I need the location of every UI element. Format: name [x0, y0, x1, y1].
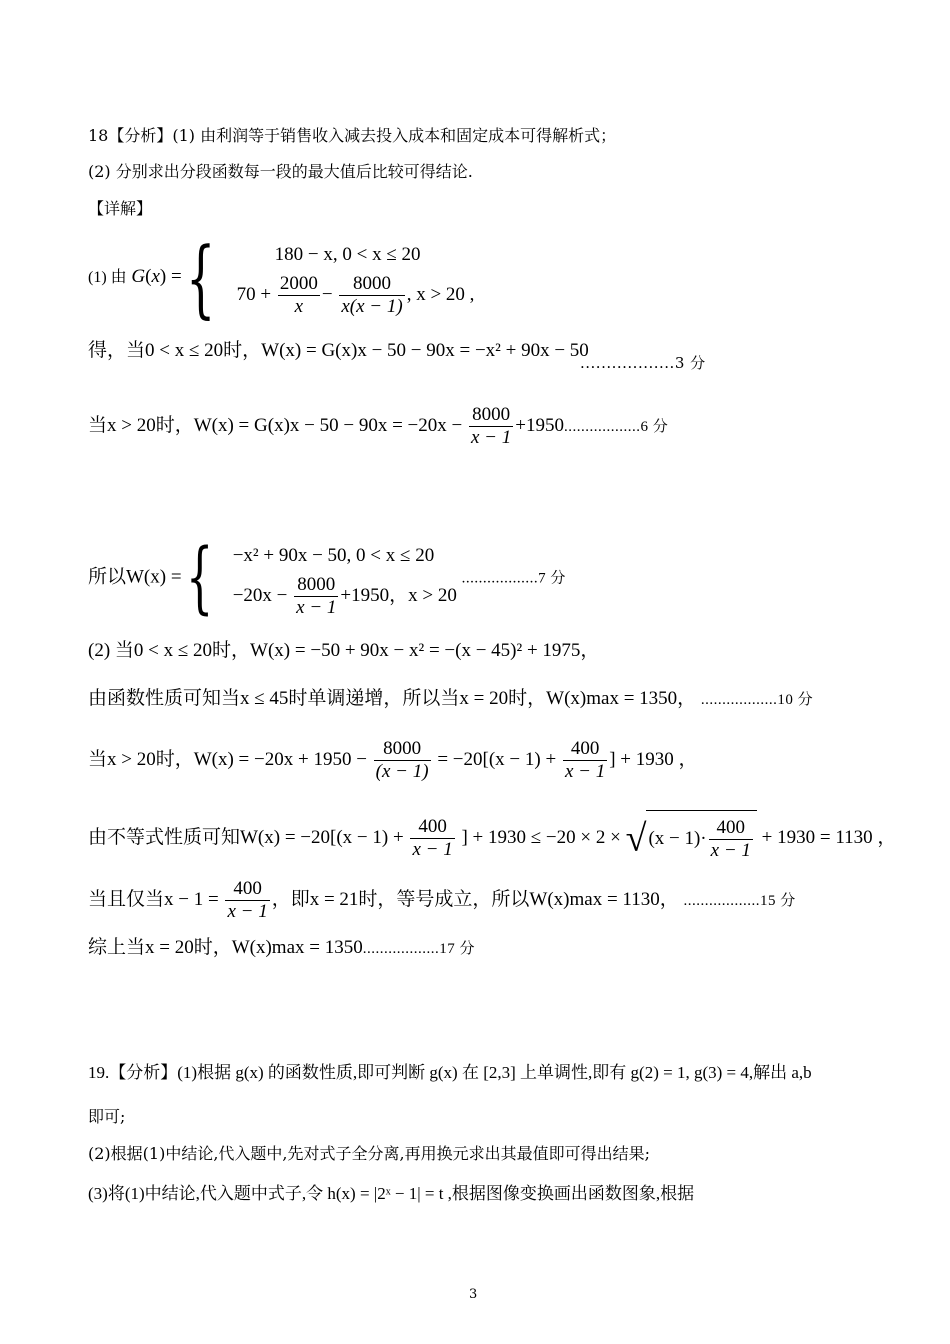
q18-part1-prefix: (1) 由 — [88, 269, 127, 286]
g-row1: 180 − x, 0 < x ≤ 20 — [274, 244, 421, 266]
g-row2-frac2: $\frac{8000}{x(x - 1)}$ — [341, 273, 403, 318]
q18-score7: ..................7 分 — [461, 570, 566, 587]
q18-score17: ..................17 分 — [362, 941, 475, 957]
q19-analysis-line1: 19.【分析】(1)根据 g(x) 的函数性质,即可判断 g(x) 在 [2,3] 上单调性,即有 g(2) = 1, g(3) = 4,解出 a,b — [88, 1063, 812, 1082]
q19-analysis-line1b: 即可; — [88, 1107, 126, 1126]
eq-frac: $\frac{400}{x - 1}$ — [227, 878, 268, 923]
brace-glyph-2: { — [186, 533, 214, 623]
q19-analysis-line3: (3)将(1)中结论,代入题中式子,令 h(x) = |2ˣ − 1| = t ,根据图像变换画出函数图象,根据 — [88, 1184, 695, 1203]
sqrt-sign: √ — [625, 817, 647, 860]
gt20-frac1: $\frac{8000}{(x - 1)}$ — [375, 738, 429, 783]
q18-analysis-line1: 18【分析】(1) 由利润等于销售收入减去投入成本和固定成本可得解析式； — [88, 126, 617, 145]
ineq-frac1: $\frac{400}{x - 1}$ — [412, 816, 453, 861]
ineq-sqrt: (x − 1)· $\frac{400}{x - 1}$ — [646, 810, 756, 867]
q18-detail-label: 【详解】 — [88, 199, 153, 218]
q18-ineq-line: 由不等式性质可知W(x) = −20[(x − 1) + $\frac{400}{x - 1}$ ] + 1930 ≤ −20 × 2 × √ (x − 1)· $\frac{400}{x - 1}$ + 1930 = 1130 ， — [88, 810, 896, 866]
q18-w-definition: 所以W(x) = { −x² + 90x − 50, 0 < x ≤ 20 −20x − $\frac{8000}{x - 1}$ +1950，x > 20 ..................7 分 — [88, 533, 566, 623]
q18-mono-line: 由函数性质可知当x ≤ 45时单调递增，所以当x = 20时，W(x)max = 1350， ..................10 分 — [88, 688, 814, 709]
g-row2-frac1: $\frac{2000}{x}$ — [279, 273, 318, 318]
q18-g-definition: (1) 由 G(x) = { 180 − x, 0 < x ≤ 20 70 + $\frac{2000}{x}$ − $\frac{8000}{x(x - 1)}$ , x > 20 , — [88, 228, 475, 327]
page-number: 3 — [469, 1287, 478, 1302]
q18-gt20-frac: $\frac{8000}{x - 1}$ — [470, 404, 512, 449]
q18-score3: ..................3 分 — [580, 354, 706, 372]
q18-gt20-expand: 当x > 20时，W(x) = −20x + 1950 − $\frac{8000}{(x - 1)}$ = −20[(x − 1) + $\frac{400}{x - 1}$ ] + 1930 ， — [88, 738, 698, 783]
q18-score10: ..................10 分 — [700, 692, 814, 708]
q18-suoyi: 所以W(x) = — [88, 566, 182, 588]
gt20-frac2: $\frac{400}{x - 1}$ — [564, 738, 606, 783]
q18-analysis-line2: (2) 分别求出分段函数每一段的最大值后比较可得结论. — [88, 162, 473, 181]
brace-glyph: { — [186, 228, 216, 327]
q18-de-line: 得，当0 < x ≤ 20时，W(x) = G(x)x − 50 − 90x = −x² + 90x − 50 — [88, 340, 589, 361]
w-row1: −x² + 90x − 50, 0 < x ≤ 20 — [232, 544, 435, 566]
g-row2-a: 70 + — [236, 284, 272, 305]
w-row2-frac: $\frac{8000}{x - 1}$ — [296, 573, 337, 618]
q18-score6: ..................6 分 — [563, 419, 669, 435]
q18-summary-line: 综上当x = 20时，W(x)max = 1350..................17 分 — [88, 937, 475, 958]
q19-analysis-line2: (2)根据(1)中结论,代入题中,先对式子全分离,再用换元求出其最值即可得出结果; — [88, 1144, 650, 1163]
q18-score15: ..................15 分 — [683, 893, 796, 909]
q18-eq-line: 当且仅当x − 1 = $\frac{400}{x - 1}$ ，即x = 21时，等号成立，所以W(x)max = 1130， ..................15 分 — [88, 878, 796, 923]
q18-part2-line: (2) 当0 < x ≤ 20时，W(x) = −50 + 90x − x² = −(x − 45)² + 1975， — [88, 640, 600, 661]
q18-gt20-line: 当x > 20时，W(x) = G(x)x − 50 − 90x = −20x − $\frac{8000}{x - 1}$ +1950..................6 分 — [88, 404, 669, 449]
